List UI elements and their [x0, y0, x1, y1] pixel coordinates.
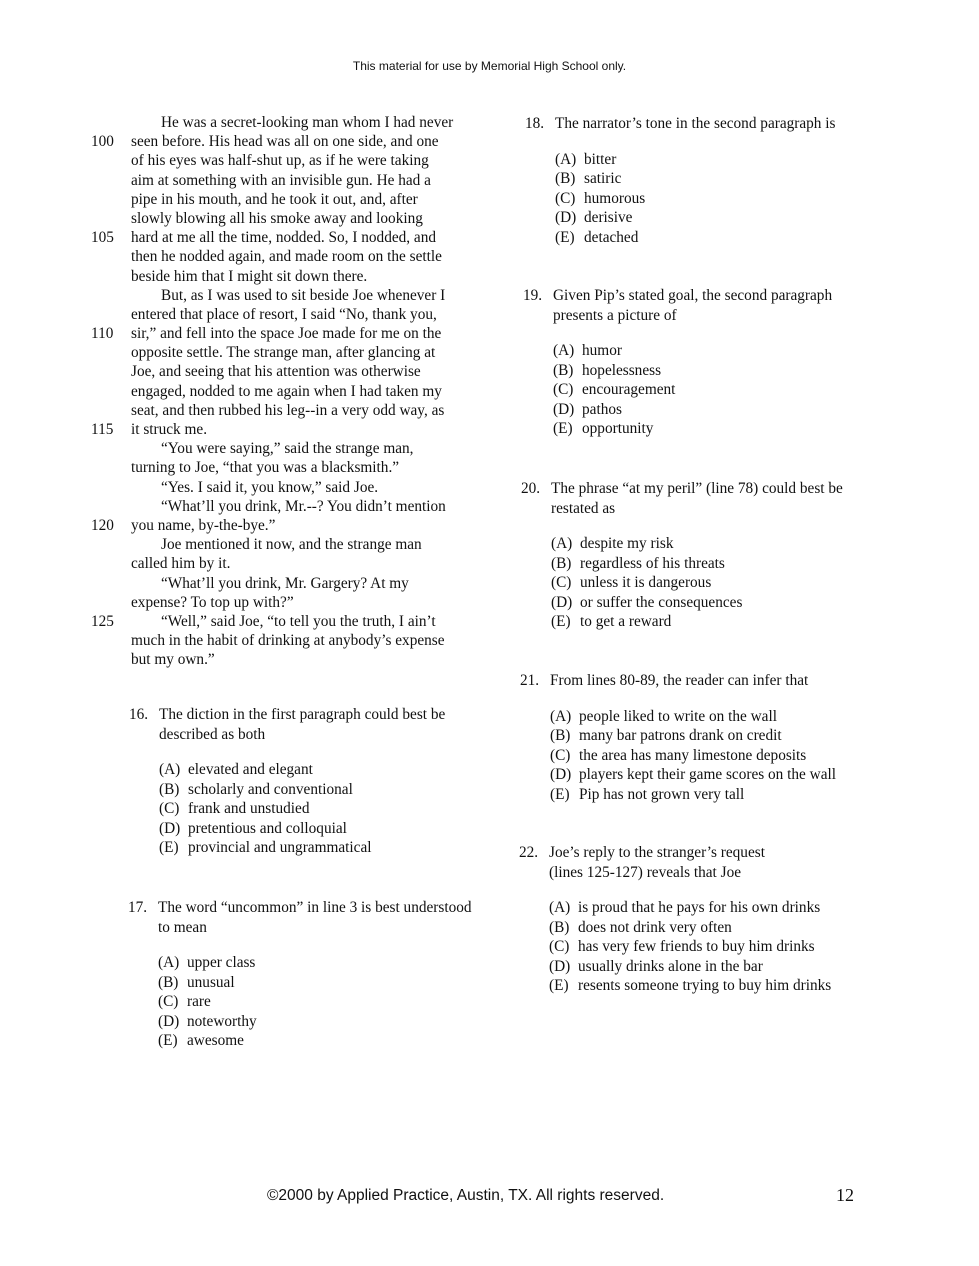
answer-choices — [129, 760, 474, 858]
passage-line — [131, 631, 476, 650]
choice-text: unless it is dangerous — [580, 574, 712, 591]
passage-line — [131, 535, 476, 554]
choice-letter: (D) — [551, 593, 573, 611]
answer-choice[interactable] — [158, 973, 473, 993]
answer-choice[interactable] — [555, 228, 865, 248]
choice-letter: (C) — [159, 800, 180, 817]
choice-text: many bar patrons drank on credit — [579, 727, 782, 744]
passage-text: but my own.” — [131, 651, 215, 669]
passage-line — [131, 305, 476, 324]
question-text: The diction in the first paragraph could best be described as both — [159, 706, 446, 743]
question-text: The phrase “at my peril” (line 78) could best be restated as — [551, 480, 843, 517]
choice-letter: (B) — [549, 918, 570, 936]
question-text: Given Pip’s stated goal, the second paragraph presents a picture of — [553, 287, 833, 324]
passage-line — [131, 478, 476, 497]
answer-choices — [525, 150, 865, 248]
passage-text: pipe in his mouth, and he took it out, and, after — [131, 190, 418, 208]
passage-text: seen before. His head was all on one side, and one — [131, 133, 439, 151]
choice-letter: (C) — [555, 189, 576, 207]
passage-text: “Well,” said Joe, “to tell you the truth, I ain’t — [161, 612, 436, 630]
answer-choice[interactable] — [549, 937, 815, 957]
line-number: 115 — [91, 421, 114, 438]
question-stem — [129, 705, 474, 744]
choice-text: pretentious and colloquial — [188, 819, 347, 837]
passage-line — [131, 593, 476, 612]
answer-choice[interactable] — [550, 707, 860, 727]
passage-line — [91, 324, 476, 343]
answer-choice[interactable] — [553, 341, 873, 361]
choice-letter: (A) — [555, 150, 577, 168]
passage-line — [131, 497, 476, 516]
choice-letter: (A) — [553, 342, 575, 359]
answer-choice[interactable] — [158, 992, 473, 1012]
choice-text: bitter — [584, 150, 617, 168]
choice-letter: (B) — [159, 780, 180, 798]
choice-letter: (A) — [550, 707, 572, 725]
choice-letter: (B) — [553, 361, 574, 379]
choice-text: derisive — [584, 209, 633, 226]
passage-line — [131, 439, 476, 458]
passage-text: entered that place of resort, I said “No, thank you, — [131, 305, 437, 323]
answer-choice[interactable] — [551, 612, 871, 632]
choice-letter: (B) — [158, 973, 179, 991]
choice-text: satiric — [584, 170, 622, 187]
answer-choices — [523, 341, 873, 439]
passage-line — [131, 209, 476, 228]
answer-choice[interactable] — [159, 799, 474, 819]
choice-letter: (D) — [553, 400, 575, 418]
reading-passage — [91, 113, 476, 669]
choice-letter: (B) — [551, 554, 572, 572]
choice-text: humorous — [584, 189, 646, 207]
question-number: 18. — [525, 115, 545, 132]
question-number: 19. — [523, 287, 543, 304]
choice-letter: (A) — [549, 899, 571, 916]
choice-letter: (C) — [549, 938, 570, 955]
choice-text: upper class — [187, 954, 256, 971]
choice-letter: (D) — [550, 766, 572, 783]
question-number: 20. — [521, 480, 541, 497]
question-text: Joe’s reply to the stranger’s request (lines 125-127) reveals that Joe — [549, 844, 765, 881]
choice-letter: (C) — [550, 746, 571, 764]
answer-choice[interactable] — [555, 189, 865, 209]
passage-line — [131, 113, 476, 132]
choice-letter: (A) — [158, 954, 180, 971]
question-22 — [519, 843, 832, 996]
passage-text: “You were saying,” said the strange man, — [161, 440, 414, 458]
passage-text: Joe, and seeing that his attention was otherwise — [131, 363, 421, 381]
passage-text: sir,” and fell into the space Joe made for me on the — [131, 325, 442, 343]
choice-letter: (E) — [159, 839, 179, 856]
passage-line — [131, 286, 476, 305]
answer-choice[interactable] — [551, 573, 871, 593]
passage-line — [131, 247, 476, 266]
choice-letter: (E) — [550, 785, 570, 803]
page-number: 12 — [836, 1185, 854, 1205]
passage-text: you name, by-the-bye.” — [131, 516, 276, 534]
question-text: From lines 80-89, the reader can infer that — [550, 672, 809, 689]
choice-text: people liked to write on the wall — [579, 707, 777, 725]
choice-text: players kept their game scores on the wall — [579, 766, 836, 783]
passage-text: beside him that I might sit down there. — [131, 267, 368, 285]
passage-line — [131, 190, 476, 209]
passage-text: hard at me all the time, nodded. So, I nodded, and — [131, 229, 437, 247]
question-number: 16. — [129, 706, 149, 723]
choice-text: scholarly and conventional — [188, 780, 353, 798]
choice-text: regardless of his threats — [580, 554, 725, 572]
passage-text: Joe mentioned it now, and the strange man — [161, 536, 422, 554]
choice-text: or suffer the consequences — [580, 593, 743, 611]
question-19 — [523, 286, 873, 439]
answer-choice[interactable] — [158, 1012, 473, 1032]
answer-choice[interactable] — [549, 976, 832, 996]
answer-choice[interactable] — [159, 819, 474, 839]
choice-text: humor — [582, 342, 622, 359]
choice-text: usually drinks alone in the bar — [578, 957, 763, 975]
question-16 — [129, 705, 474, 858]
choice-text: detached — [584, 228, 639, 246]
passage-text: “Yes. I said it, you know,” said Joe. — [161, 478, 379, 496]
choice-letter: (D) — [159, 819, 181, 837]
choice-text: noteworthy — [187, 1012, 257, 1030]
passage-line — [91, 132, 476, 151]
passage-line — [131, 343, 476, 362]
choice-letter: (C) — [158, 993, 179, 1010]
choice-text: provincial and ungrammatical — [188, 839, 372, 856]
copyright-notice: ©2000 by Applied Practice, Austin, TX. All rights reserved. — [267, 1187, 665, 1204]
passage-line — [131, 151, 476, 170]
choice-text: has very few friends to buy him drinks — [578, 938, 815, 955]
answer-choice[interactable] — [549, 918, 799, 938]
passage-text: opposite settle. The strange man, after glancing at — [131, 344, 436, 362]
passage-line — [131, 267, 476, 286]
choice-text: pathos — [582, 400, 622, 418]
line-number: 100 — [91, 133, 114, 151]
choice-letter: (B) — [555, 170, 576, 187]
question-text: The narrator’s tone in the second paragraph is — [555, 115, 836, 132]
question-stem — [520, 671, 860, 691]
answer-choice[interactable] — [555, 150, 865, 170]
answer-choice[interactable] — [553, 419, 873, 439]
choice-text: unusual — [187, 973, 235, 991]
passage-text: of his eyes was half-shut up, as if he were taking — [131, 152, 429, 170]
answer-choice[interactable] — [550, 746, 860, 766]
question-stem — [521, 479, 871, 518]
question-stem — [519, 843, 799, 882]
choice-text: the area has many limestone deposits — [579, 746, 807, 764]
passage-line — [131, 362, 476, 381]
answer-choice[interactable] — [550, 765, 860, 785]
answer-choice[interactable] — [159, 838, 474, 858]
answer-choice[interactable] — [158, 953, 473, 973]
choice-text: opportunity — [582, 420, 654, 437]
passage-text: “What’ll you drink, Mr. Gargery? At my — [161, 574, 409, 592]
answer-choice[interactable] — [551, 534, 871, 554]
choice-letter: (E) — [551, 613, 571, 630]
question-stem — [525, 114, 865, 134]
passage-text: seat, and then rubbed his leg--in a very odd way, as — [131, 401, 445, 419]
passage-text: called him by it. — [131, 555, 231, 573]
question-20 — [521, 479, 871, 632]
choice-text: resents someone trying to buy him drinks — [578, 977, 832, 994]
passage-text: He was a secret-looking man whom I had never — [161, 114, 454, 131]
passage-text: slowly blowing all his smoke away and looking — [131, 209, 423, 227]
answer-choice[interactable] — [551, 593, 871, 613]
passage-line — [131, 650, 476, 669]
answer-choice[interactable] — [159, 780, 474, 800]
choice-text: despite my risk — [580, 535, 674, 552]
choice-text: to get a reward — [580, 613, 672, 630]
choice-letter: (E) — [553, 420, 573, 437]
choice-text: is proud that he pays for his own drinks — [578, 899, 821, 916]
passage-line — [131, 458, 476, 477]
answer-choice[interactable] — [555, 208, 865, 228]
answer-choices — [128, 953, 473, 1051]
choice-text: frank and unstudied — [188, 800, 310, 817]
passage-line — [131, 401, 476, 420]
choice-text: Pip has not grown very tall — [579, 785, 745, 803]
question-17 — [128, 898, 473, 1051]
passage-text: then he nodded again, and made room on the settle — [131, 248, 442, 266]
passage-line — [131, 171, 476, 190]
choice-text: rare — [187, 993, 211, 1010]
question-text: The word “uncommon” in line 3 is best understood to mean — [158, 899, 472, 936]
choice-letter: (E) — [549, 977, 569, 994]
passage-text: turning to Joe, “that you was a blacksmith.” — [131, 459, 400, 477]
question-stem — [128, 898, 473, 937]
passage-text: engaged, nodded to me again when I had taken my — [131, 382, 442, 400]
answer-choice[interactable] — [549, 957, 799, 977]
line-number: 105 — [91, 229, 114, 247]
choice-text: elevated and elegant — [188, 761, 313, 778]
line-number: 120 — [91, 516, 114, 534]
choice-text: does not drink very often — [578, 918, 732, 936]
passage-line — [91, 516, 476, 535]
line-number: 125 — [91, 612, 114, 630]
passage-text: expense? To top up with?” — [131, 593, 294, 611]
passage-line — [131, 554, 476, 573]
choice-letter: (E) — [555, 228, 575, 246]
answer-choices — [520, 707, 860, 805]
answer-choice[interactable] — [158, 1031, 473, 1051]
choice-letter: (E) — [158, 1032, 178, 1049]
choice-letter: (A) — [159, 761, 181, 778]
answer-choice[interactable] — [551, 554, 871, 574]
passage-text: “What’ll you drink, Mr.--? You didn’t mention — [161, 497, 446, 515]
choice-letter: (D) — [555, 209, 577, 226]
choice-text: awesome — [187, 1032, 244, 1049]
passage-line — [91, 228, 476, 247]
choice-text: hopelessness — [582, 361, 662, 379]
line-number: 110 — [91, 325, 114, 343]
passage-text: it struck me. — [131, 421, 208, 438]
question-21 — [520, 671, 860, 804]
choice-letter: (A) — [551, 535, 573, 552]
choice-letter: (D) — [158, 1012, 180, 1030]
passage-text: much in the habit of drinking at anybody’s expense — [131, 632, 445, 650]
choice-letter: (B) — [550, 727, 571, 744]
passage-line — [131, 382, 476, 401]
answer-choice[interactable] — [553, 361, 873, 381]
choice-letter: (C) — [551, 574, 572, 591]
passage-text: But, as I was used to sit beside Joe whenever I — [161, 286, 446, 304]
answer-choice[interactable] — [553, 400, 873, 420]
question-18 — [525, 114, 865, 247]
choice-letter: (D) — [549, 957, 571, 975]
answer-choice[interactable] — [555, 169, 865, 189]
answer-choices — [521, 534, 871, 632]
answer-choice[interactable] — [550, 785, 860, 805]
question-number: 17. — [128, 899, 148, 916]
passage-text: aim at something with an invisible gun. He had a — [131, 171, 431, 189]
passage-line — [131, 574, 476, 593]
passage-line — [91, 420, 476, 439]
answer-choice[interactable] — [549, 898, 821, 918]
answer-choice[interactable] — [159, 760, 474, 780]
question-number: 22. — [519, 844, 539, 861]
usage-notice: This material for use by Memorial High School only. — [352, 59, 627, 73]
answer-choice[interactable] — [553, 380, 873, 400]
question-number: 21. — [520, 672, 540, 689]
choice-text: encouragement — [582, 381, 676, 398]
answer-choice[interactable] — [550, 726, 860, 746]
choice-letter: (C) — [553, 381, 574, 398]
question-stem — [523, 286, 873, 325]
passage-line — [91, 612, 476, 631]
answer-choices — [519, 898, 832, 996]
